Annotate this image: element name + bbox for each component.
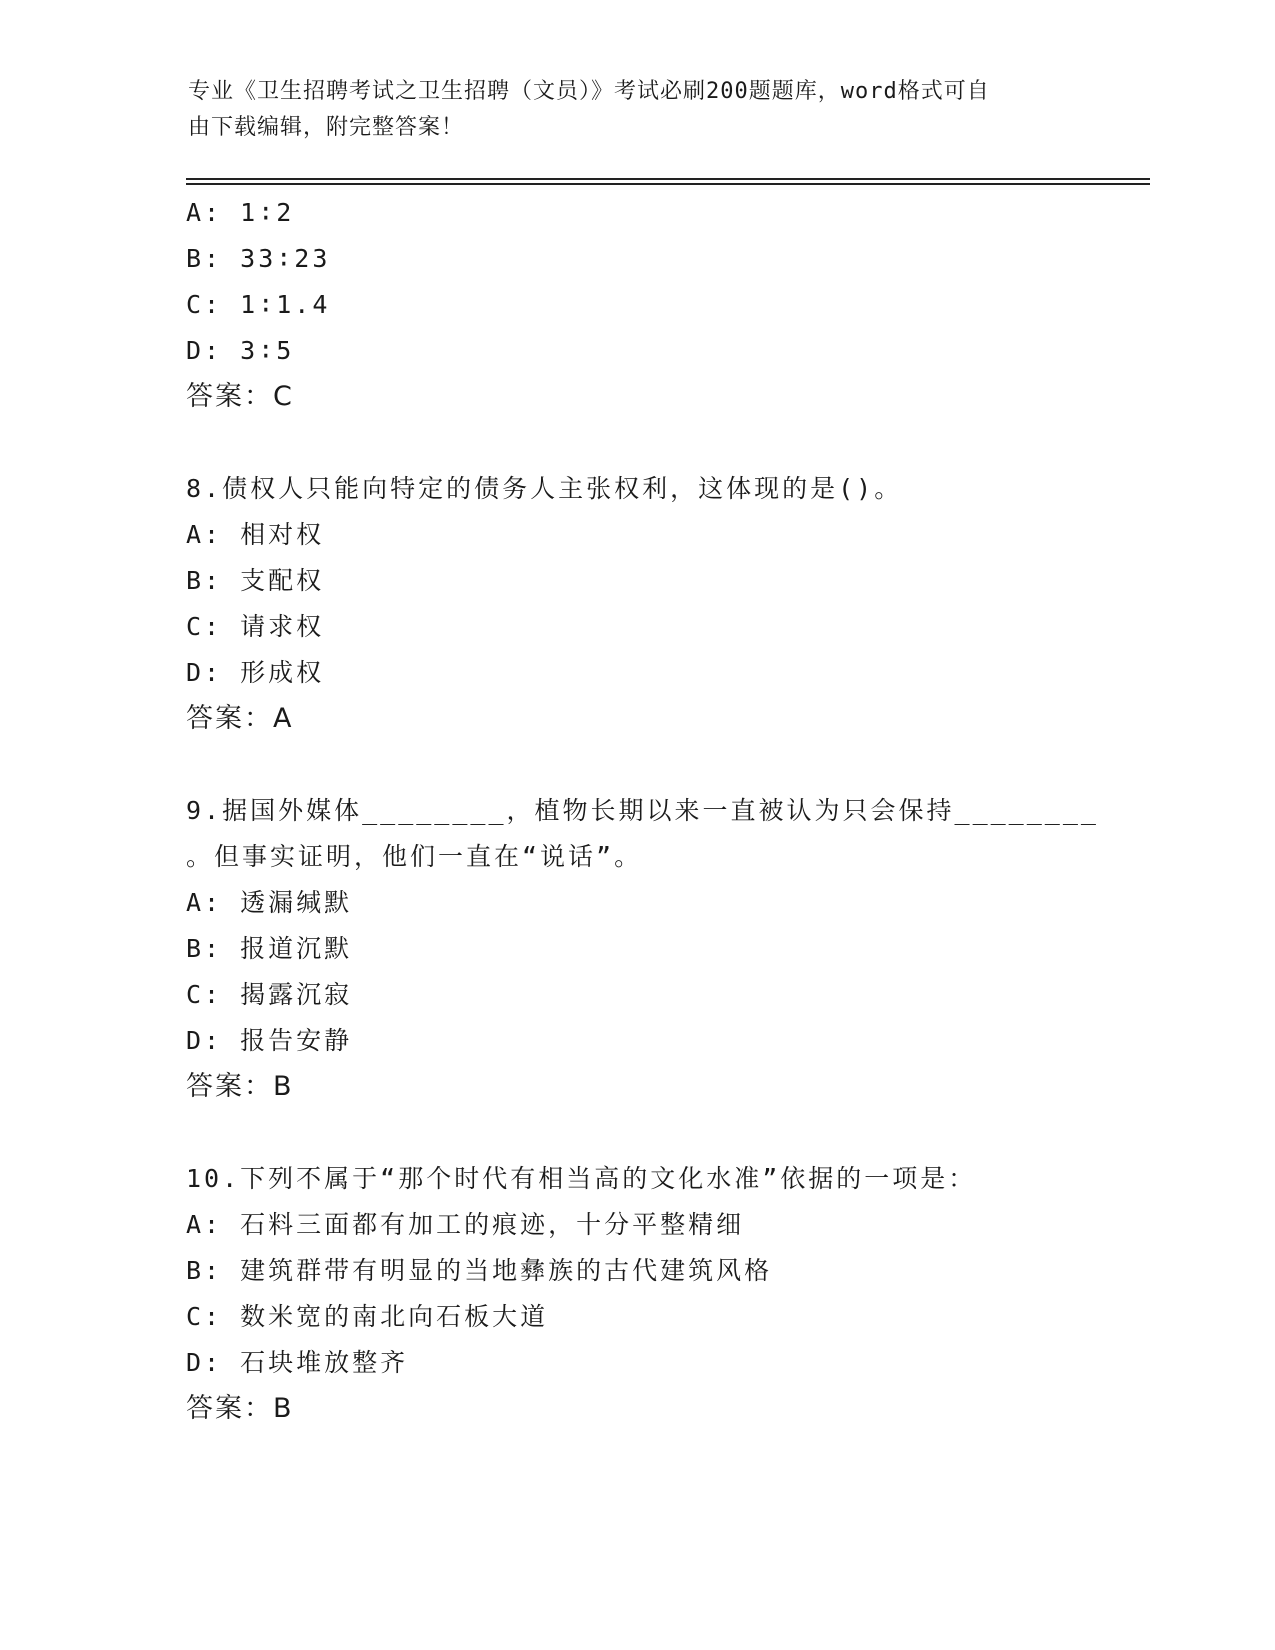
question-list <box>186 190 1099 1432</box>
option-d: D: 报告安静 <box>186 1026 353 1055</box>
option-d: D: 石块堆放整齐 <box>186 1348 409 1377</box>
answer: 答案：B <box>186 1393 294 1424</box>
option-a: A: 透漏缄默 <box>186 888 353 917</box>
question-stem-line-2: 。但事实证明，他们一直在“说话”。 <box>186 842 643 871</box>
header-line-2: 由下载编辑，附完整答案！ <box>188 115 465 140</box>
option-b: B: 建筑群带有明显的当地彝族的古代建筑风格 <box>186 1256 773 1285</box>
question-10 <box>186 1156 1086 1432</box>
question-9 <box>186 788 1099 1110</box>
option-a: A: 石料三面都有加工的痕迹，十分平整精细 <box>186 1210 745 1239</box>
answer: 答案：C <box>186 381 294 412</box>
spacer <box>186 742 1086 788</box>
option-b: B: 33∶23 <box>186 244 331 273</box>
spacer <box>186 420 1086 466</box>
question-7 <box>186 190 1086 420</box>
option-c: C: 数米宽的南北向石板大道 <box>186 1302 549 1331</box>
option-c: C: 1∶1.4 <box>186 290 331 319</box>
option-c: C: 揭露沉寂 <box>186 980 353 1009</box>
header-line-1: 专业《卫生招聘考试之卫生招聘（文员）》考试必刷200题题库，word格式可自 <box>188 79 990 104</box>
option-b: B: 支配权 <box>186 566 325 595</box>
header-divider-bottom <box>186 183 1150 185</box>
option-a: A: 相对权 <box>186 520 325 549</box>
question-stem: 8.债权人只能向特定的债务人主张权利，这体现的是()。 <box>186 474 903 503</box>
option-b: B: 报道沉默 <box>186 934 353 963</box>
answer: 答案：A <box>186 703 294 734</box>
header-divider-top <box>186 178 1150 180</box>
option-d: D: 形成权 <box>186 658 325 687</box>
document-header <box>188 74 1068 146</box>
question-8 <box>186 466 1086 742</box>
option-a: A: 1∶2 <box>186 198 295 227</box>
option-c: C: 请求权 <box>186 612 325 641</box>
spacer <box>186 1110 1086 1156</box>
question-stem-line-1: 9.据国外媒体________，植物长期以来一直被认为只会保持________ <box>186 796 1099 825</box>
option-d: D: 3∶5 <box>186 336 295 365</box>
question-stem: 10.下列不属于“那个时代有相当高的文化水准”依据的一项是： <box>186 1164 977 1193</box>
answer: 答案：B <box>186 1071 294 1102</box>
